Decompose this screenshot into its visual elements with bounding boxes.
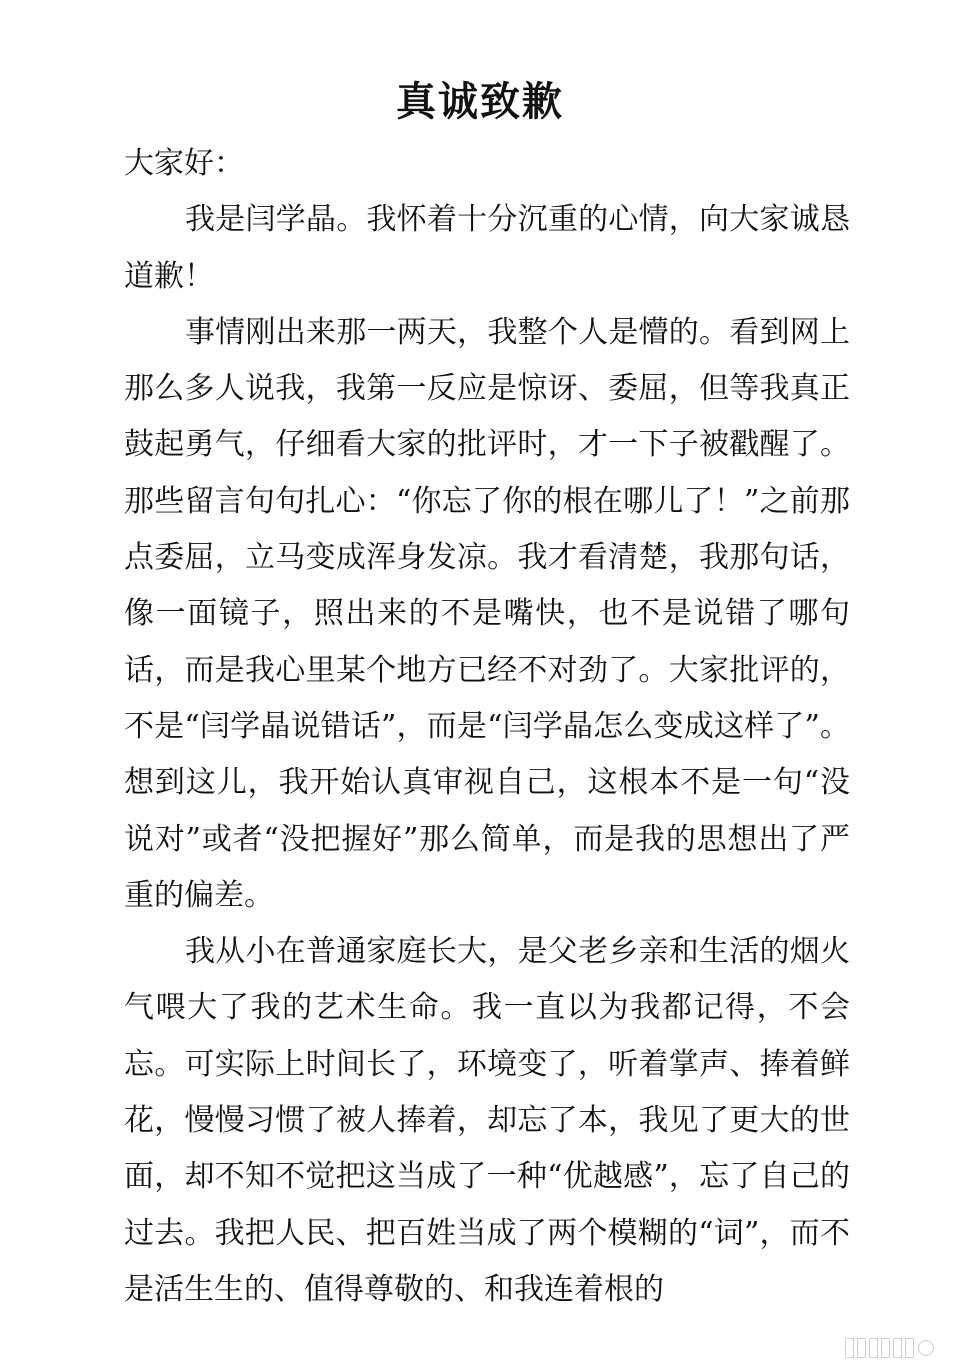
watermark-logo: [845, 1338, 934, 1358]
salutation: 大家好：: [124, 146, 244, 181]
paragraph: 我是闫学晶。我怀着十分沉重的心情，向大家诚恳道歉！: [124, 202, 850, 294]
document-body: [124, 136, 850, 1318]
document-title: 真诚致歉: [396, 78, 564, 125]
watermark-bars-icon: [845, 1338, 914, 1358]
paragraph: 我从小在普通家庭长大，是父老乡亲和生活的烟火气喂大了我的艺术生命。我一直以为我都记得，不会忘。可实际上时间长了，环境变了，听着掌声、捧着鲜花，慢慢习惯了被人捧着，却忘了本，我见了更大的世面，却不知不觉把这当成了一种“优越感”，忘了自己的过去。我把人民、把百姓当成了两个模糊的“词”，而不是活生生的、值得尊敬的、和我连着根的: [124, 934, 850, 1307]
paragraph: 事情刚出来那一两天，我整个人是懵的。看到网上那么多人说我，我第一反应是惊讶、委屈，但等我真正鼓起勇气，仔细看大家的批评时，才一下子被戳醒了。那些留言句句扎心：“你忘了你的根在哪儿了！”之前那点委屈，立马变成浑身发凉。我才看清楚，我那句话，像一面镜子，照出来的不是嘴快，也不是说错了哪句话，而是我心里某个地方已经不对劲了。大家批评的，不是“闫学晶说错话”，而是“闫学晶怎么变成这样了”。想到这儿，我开始认真审视自己，这根本不是一句“没说对”或者“没把握好”那么简单，而是我的思想出了严重的偏差。: [124, 314, 850, 913]
watermark-dot-icon: [918, 1340, 934, 1356]
